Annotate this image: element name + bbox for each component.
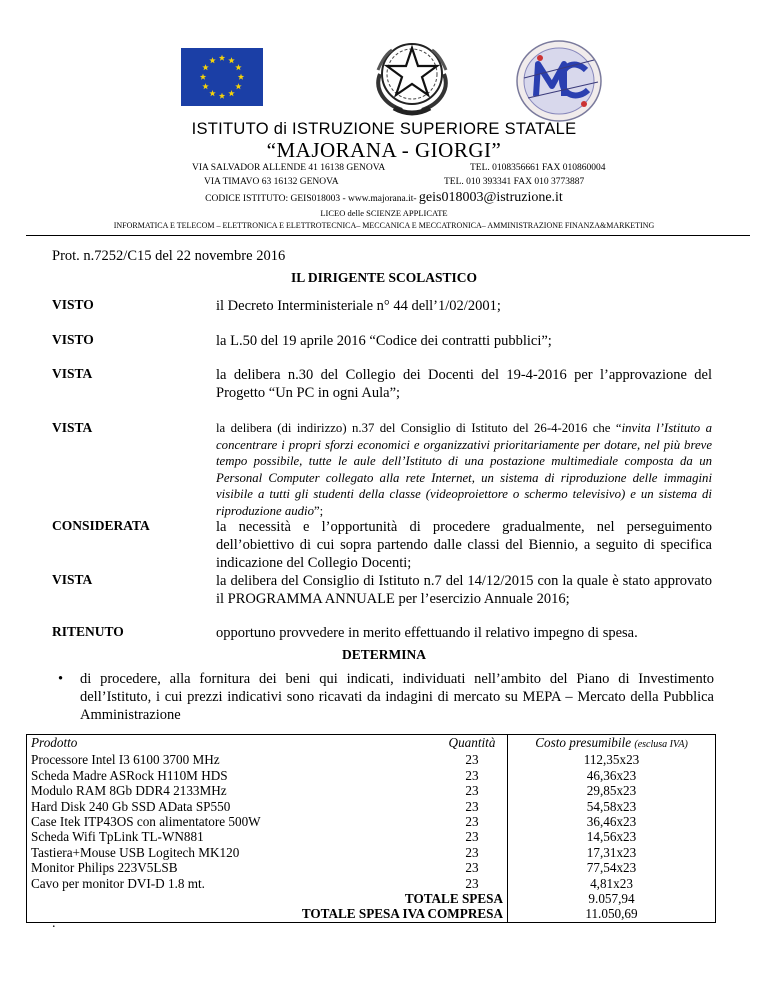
table-row [27,860,716,875]
qty-cell: 23 [437,752,508,767]
cost-cell: 17,31x23 [586,844,637,860]
total-row [27,891,716,906]
cost-cell: 36,46x23 [586,814,637,830]
product-cell: Tastiera+Mouse USB Logitech MK120 [31,844,240,860]
total-label: TOTALE SPESA [27,891,508,906]
logo-bar [0,34,768,126]
school-type-heading: ISTITUTO di ISTRUZIONE SUPERIORE STATALE [191,120,577,138]
premise-label: CONSIDERATA [52,518,150,533]
qty-cell: 23 [437,845,508,860]
bullet-dot: • [58,671,64,687]
premise-label: RITENUTO [52,624,124,639]
table-row [27,876,716,891]
school-code: CODICE ISTITUTO: GEIS018003 - www.majorana.it- [205,194,417,204]
school-code-line [0,190,768,206]
qty-cell: 23 [437,829,508,844]
table-row [27,768,716,783]
premise-text: la necessità e l’opportunità di procedere gradualmente, nel perseguimento dell’obiettivo di cui sopra partendo dalle classi del Biennio, a seguito di specifica indicazione del Collegio Docenti; [216,519,712,571]
phone-2: TEL. 010 393341 FAX 010 3773887 [444,177,585,187]
document-title: IL DIRIGENTE SCOLASTICO [290,270,478,285]
table-header-row [27,735,716,753]
qty-cell: 23 [437,799,508,814]
cost-cell: 54,58x23 [586,798,637,814]
premise-label: VISTA [52,366,93,381]
qty-cell: 23 [437,768,508,783]
premise-label: VISTA [52,420,93,435]
premise-label: VISTO [52,332,94,347]
header-divider [26,235,750,236]
address-2: VIA TIMAVO 63 16132 GENOVA [204,177,339,187]
total-iva-row [27,906,716,922]
col-header-cost: Costo presumibile [535,735,632,750]
school-name-heading: “MAJORANA - GIORGI” [266,138,502,162]
product-cell: Scheda Wifi TpLink TL-WN881 [31,829,204,845]
total-iva-value: 11.050,69 [585,906,638,922]
cost-cell: 77,54x23 [586,860,637,876]
qty-cell: 23 [437,814,508,829]
table-row [27,799,716,814]
qty-cell: 23 [437,876,508,891]
premise-label: VISTA [52,572,93,587]
table-row [27,845,716,860]
eu-flag-logo [181,48,263,106]
product-cell: Modulo RAM 8Gb DDR4 2133MHz [31,783,227,799]
premise-text: la L.50 del 19 aprile 2016 “Codice dei contratti pubblici”; [216,333,552,349]
table-row [27,814,716,829]
product-cell: Scheda Madre ASRock H110M HDS [31,767,228,783]
determina-heading: DETERMINA [341,647,426,662]
footer-mark: . [52,916,56,931]
table-row [27,783,716,798]
premise-text: la delibera n.30 del Collegio dei Docenti del 19-4-2016 per l’approvazione del Progetto “Un PC in ogni Aula”; [216,367,712,401]
products-table [26,734,716,923]
col-header-cost-note: (esclusa IVA) [634,739,688,750]
product-cell: Cavo per monitor DVI-D 1.8 mt. [31,875,205,891]
cost-cell: 112,35x23 [583,752,640,768]
bullet-text: di procedere, alla fornitura dei beni qui indicati, individuati nell’ambito del Piano di Investimento dell’Istituto, i cui prezzi indicativi sono ricavati da indagini di mercato su MEPA – Mercato della Pubblica Amministrazione [80,671,714,723]
cost-cell: 29,85x23 [586,783,637,799]
determina-bullet [58,670,714,724]
col-header-product: Prodotto [31,735,78,750]
table-row [27,829,716,844]
address-1: VIA SALVADOR ALLENDE 41 16138 GENOVA [192,163,386,173]
school-logo [514,38,604,124]
table-row [27,752,716,767]
premise-text: opportuno provvedere in merito effettuando il relativo impegno di spesa. [216,625,638,641]
product-cell: Processore Intel I3 6100 3700 MHz [31,752,220,768]
indirizzi-line: INFORMATICA E TELECOM – ELETTRONICA E ELETTROTECNICA– MECCANICA E MECCATRONICA– AMMINISTRAZIONE FINANZA&MARKETING [113,221,655,230]
premise-text: la delibera del Consiglio di Istituto n.7 del 14/12/2015 con la quale è stato approvato il PROGRAMMA ANNUALE per l’esercizio Annuale 2016; [216,573,712,607]
product-cell: Case Itek ITP43OS con alimentatore 500W [31,814,261,830]
premise-label: VISTO [52,297,94,312]
total-iva-label: TOTALE SPESA IVA COMPRESA [27,906,508,922]
product-cell: Hard Disk 240 Gb SSD AData SP550 [31,798,231,814]
col-header-qty: Quantità [448,735,496,750]
phone-1: TEL. 0108356661 FAX 010860004 [470,163,606,173]
liceo-line: LICEO delle SCIENZE APPLICATE [320,208,448,218]
premise-text: la delibera (di indirizzo) n.37 del Consiglio di Istituto del 26-4-2016 che “invita l’Istituto a concentrare i propri sforzi economici e organizzativi prioritariamente per dotare, nel più breve tempo possibile, tutte le aule dell’Istituto di una postazione multimediale composta da un Personal Computer collegato alla rete Internet, un sistema di riproduzione delle immagini visibile a tutti gli studenti della classe (videoproiettore o schermo televisivo) e un sistema di riproduzione audio”; [216,421,712,518]
italian-republic-emblem [372,34,452,118]
qty-cell: 23 [437,860,508,875]
product-cell: Monitor Philips 223V5LSB [31,860,178,876]
school-email: geis018003@istruzione.it [418,190,563,205]
total-value: 9.057,94 [588,891,635,907]
cost-cell: 14,56x23 [586,829,637,845]
cost-cell: 4,81x23 [590,875,633,891]
protocol-number: Prot. n.7252/C15 del 22 novembre 2016 [52,248,286,264]
cost-cell: 46,36x23 [586,767,637,783]
premise-text: il Decreto Interministeriale n° 44 dell’1/02/2001; [216,298,501,314]
qty-cell: 23 [437,783,508,798]
